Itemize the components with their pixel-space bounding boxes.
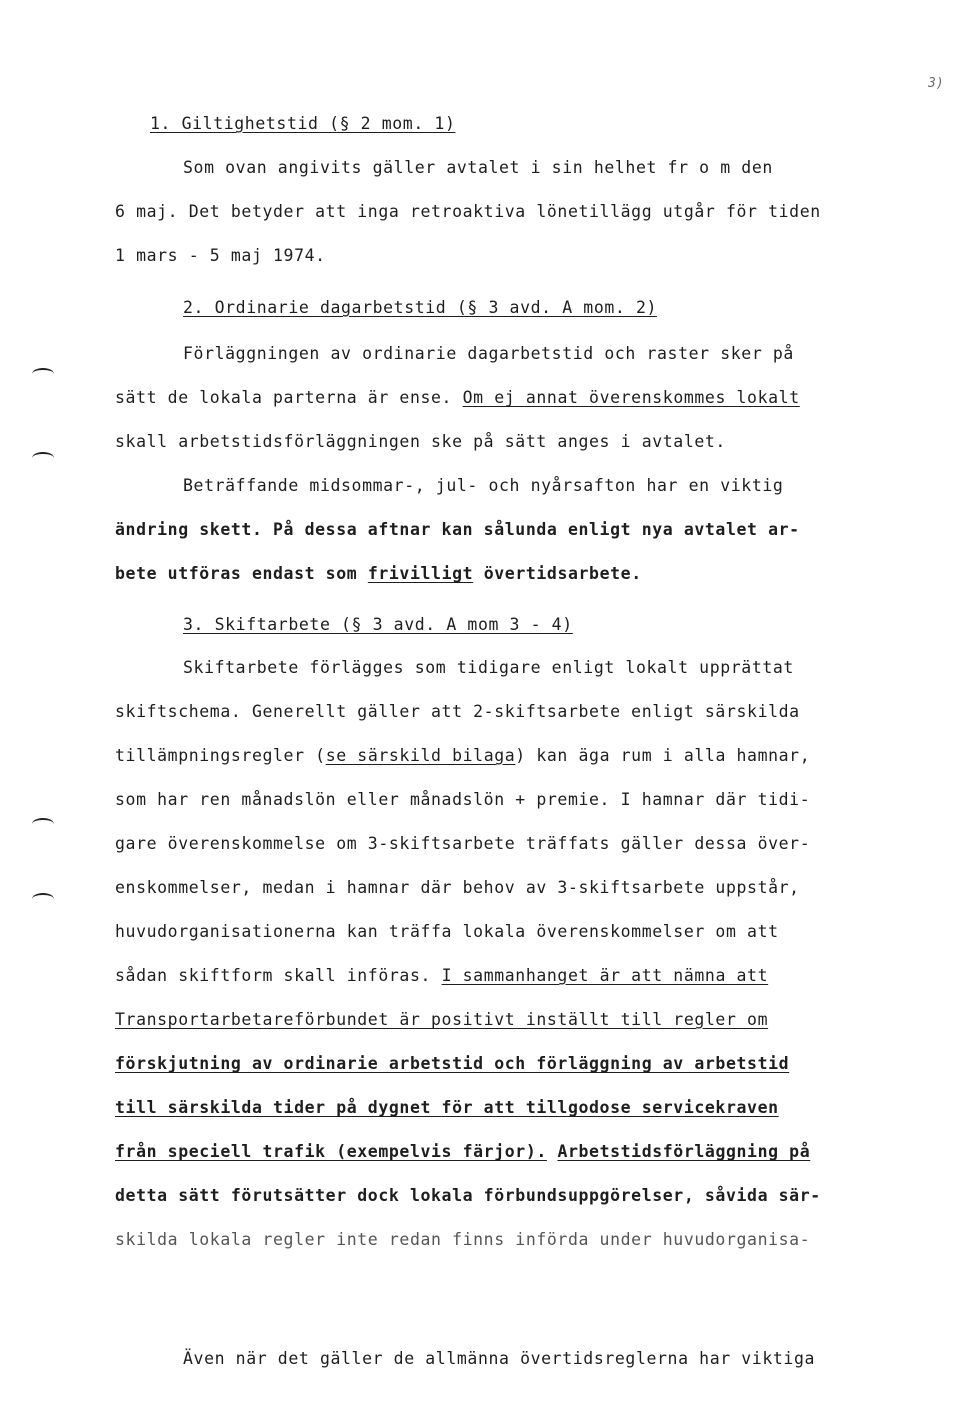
text-line: sådan skiftform skall införas. I sammanhanget är att nämna att <box>115 966 769 985</box>
text-line: Beträffande midsommar-, jul- och nyårsafton har en viktig <box>183 476 784 495</box>
text-line: enskommelser, medan i hamnar där behov av 3-skiftsarbete uppstår, <box>115 878 800 897</box>
text-line: Transportarbetareförbundet är positivt inställt till regler om <box>115 1010 769 1029</box>
text-line: sätt de lokala parterna är ense. Om ej annat överenskommes lokalt <box>115 388 800 407</box>
margin-mark <box>32 368 54 380</box>
text-line: 1 mars - 5 maj 1974. <box>115 246 326 265</box>
text-line: till särskilda tider på dygnet för att tillgodose servicekraven <box>115 1098 779 1117</box>
page-number: 3) <box>928 76 944 91</box>
text-line: gare överenskommelse om 3-skiftsarbete träffats gäller dessa över- <box>115 834 811 853</box>
text-line: Även när det gäller de allmänna övertidsreglerna har viktiga <box>183 1349 816 1368</box>
section-heading-2: 2. Ordinarie dagarbetstid (§ 3 avd. A mom. 2) <box>183 298 658 317</box>
section-heading-3: 3. Skiftarbete (§ 3 avd. A mom 3 - 4) <box>183 615 573 634</box>
text-line: detta sätt förutsätter dock lokala förbundsuppgörelser, såvida sär- <box>115 1186 821 1205</box>
text-line: huvudorganisationerna kan träffa lokala överenskommelser om att <box>115 922 779 941</box>
text-line: Som ovan angivits gäller avtalet i sin helhet fr o m den <box>183 158 773 177</box>
text-line: bete utföras endast som frivilligt övertidsarbete. <box>115 564 642 583</box>
text-line: 6 maj. Det betyder att inga retroaktiva lönetillägg utgår för tiden <box>115 202 821 221</box>
text-line: skiftschema. Generellt gäller att 2-skiftsarbete enligt särskilda <box>115 702 800 721</box>
text-line: från speciell trafik (exempelvis färjor). Arbetstidsförläggning på <box>115 1142 811 1161</box>
text-line: Förläggningen av ordinarie dagarbetstid och raster sker på <box>183 344 794 363</box>
text-line: tillämpningsregler (se särskild bilaga) kan äga rum i alla hamnar, <box>115 746 811 765</box>
text-line: Skiftarbete förlägges som tidigare enligt lokalt upprättat <box>183 658 794 677</box>
text-line: förskjutning av ordinarie arbetstid och förläggning av arbetstid <box>115 1054 790 1073</box>
margin-mark <box>32 452 54 464</box>
margin-mark <box>32 818 54 830</box>
text-line: skall arbetstidsförläggningen ske på sätt anges i avtalet. <box>115 432 726 451</box>
text-line: som har ren månadslön eller månadslön + premie. I hamnar där tidi- <box>115 790 811 809</box>
section-heading-1: 1. Giltighetstid (§ 2 mom. 1) <box>150 114 456 133</box>
text-line: skilda lokala regler inte redan finns införda under huvudorganisa- <box>115 1230 811 1249</box>
text-line: ändring skett. På dessa aftnar kan sålunda enligt nya avtalet ar- <box>115 520 800 539</box>
margin-mark <box>32 893 54 905</box>
